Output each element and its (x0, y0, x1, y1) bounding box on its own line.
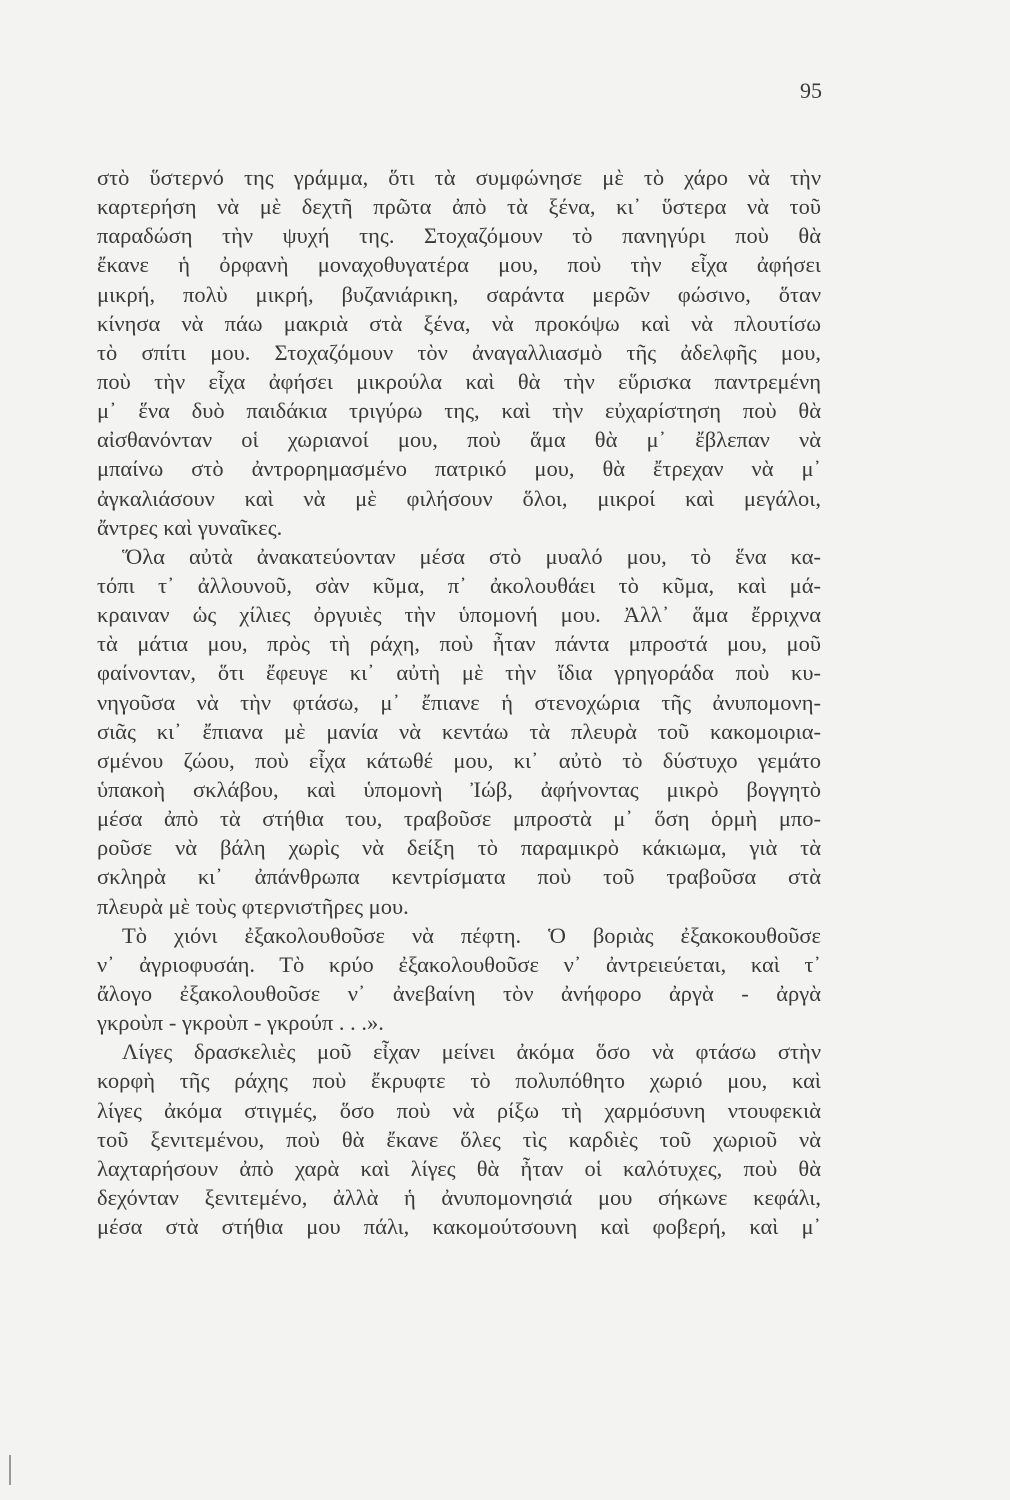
text-line: κίνησα νὰ πάω μακριὰ στὰ ξένα, νὰ προκόψω καὶ νὰ πλουτίσω (97, 310, 821, 336)
text-line: σιᾶς κι᾽ ἔπιανα μὲ μανία νὰ κεντάω τὰ πλευρὰ τοῦ κακομοιρια- (97, 718, 821, 744)
text-line: ἄντρες καὶ γυναῖκες. (97, 514, 283, 540)
page-number: 95 (800, 78, 822, 103)
text-line: ποὺ τὴν εἶχα ἀφήσει μικρούλα καὶ θὰ τὴν εὕρισκα παντρεμένη (97, 368, 821, 394)
text-line: τὸ σπίτι μου. Στοχαζόμουν τὸν ἀναγαλλιασμὸ τῆς ἀδελφῆς μου, (97, 339, 821, 365)
text-line: πλευρὰ μὲ τοὺς φτερνιστῆρες μου. (97, 893, 409, 919)
text-line: Τὸ χιόνι ἐξακολουθοῦσε νὰ πέφτη. Ὁ βοριὰς ἐξακοκουθοῦσε (122, 922, 821, 948)
text-line: κραιναν ὡς χίλιες ὀργυιὲς τὴν ὑπομονή μου. Ἀλλ᾽ ἅμα ἔρριχνα (97, 602, 821, 628)
paragraph (97, 163, 821, 542)
text-line: ν᾽ ἀγριοφυσάη. Τὸ κρύο ἐξακολουθοῦσε ν᾽ ἀντρειεύεται, καὶ τ᾽ (97, 951, 821, 977)
text-line: Ὅλα αὐτὰ ἀνακατεύονταν μέσα στὸ μυαλό μου, τὸ ἕνα κα- (122, 543, 821, 569)
text-line: μέσα στὰ στήθια μου πάλι, κακομούτσουνη καὶ φοβερή, καὶ μ᾽ (97, 1214, 821, 1240)
text-line: σκληρὰ κι᾽ ἀπάνθρωπα κεντρίσματα ποὺ τοῦ τραβοῦσα στὰ (97, 864, 821, 890)
text-line: καρτερήση νὰ μὲ δεχτῆ πρῶτα ἀπὸ τὰ ξένα, κι᾽ ὕστερα νὰ τοῦ (97, 194, 821, 220)
text-line: παραδώση τὴν ψυχή της. Στοχαζόμουν τὸ πανηγύρι ποὺ θὰ (97, 223, 821, 249)
text-line: ἔκανε ἡ ὀρφανὴ μοναχοθυγατέρα μου, ποὺ τὴν εἶχα ἀφήσει (97, 252, 821, 278)
text-line: μπαίνω στὸ ἀντρορημασμένο πατρικό μου, θὰ ἔτρεχαν νὰ μ᾽ (97, 456, 821, 482)
paragraph (97, 542, 821, 921)
text-line: στὸ ὕστερνό της γράμμα, ὅτι τὰ συμφώνησε μὲ τὸ χάρο νὰ τὴν (97, 165, 821, 190)
text-line: σμένου ζώου, ποὺ εἶχα κάτωθέ μου, κι᾽ αὐτὸ τὸ δύστυχο γεμάτο (97, 747, 821, 773)
paragraph (97, 921, 821, 1038)
text-line: ὑπακοὴ σκλάβου, καὶ ὑπομονὴ Ἰώβ, ἀφήνοντας μικρὸ βογγητὸ (97, 776, 821, 802)
text-line: νηγοῦσα νὰ τὴν φτάσω, μ᾽ ἔπιανε ἡ στενοχώρια τῆς ἀνυπομονη- (97, 689, 821, 715)
scan-edge-mark (9, 1455, 11, 1485)
body-text (97, 163, 821, 1241)
text-line: τοῦ ξενιτεμένου, ποὺ θὰ ἔκανε ὅλες τὶς καρδιὲς τοῦ χωριοῦ νὰ (97, 1126, 821, 1152)
text-line: φαίνονταν, ὅτι ἔφευγε κι᾽ αὐτὴ μὲ τὴν ἴδια γρηγοράδα ποὺ κυ- (97, 660, 821, 686)
text-line: μ᾽ ἕνα δυὸ παιδάκια τριγύρω της, καὶ τὴν εὐχαρίστηση ποὺ θὰ (97, 398, 821, 424)
text-line: δεχόνταν ξενιτεμένο, ἀλλὰ ἡ ἀνυπομονησιά μου σήκωνε κεφάλι, (97, 1184, 821, 1210)
paragraph (97, 1037, 821, 1241)
text-line: ἀγκαλιάσουν καὶ νὰ μὲ φιλήσουν ὅλοι, μικροί καὶ μεγάλοι, (97, 485, 821, 511)
text-line: τὰ μάτια μου, πρὸς τὴ ράχη, ποὺ ἦταν πάντα μπροστά μου, μοῦ (97, 631, 821, 657)
text-line: μέσα ἀπὸ τὰ στήθια του, τραβοῦσε μπροστὰ μ᾽ ὅση ὁρμὴ μπο- (97, 806, 821, 832)
text-line: γκροὺπ - γκροὺπ - γκρούπ . . .». (97, 1010, 384, 1036)
text-line: τόπι τ᾽ ἀλλουνοῦ, σὰν κῦμα, π᾽ ἀκολουθάει τὸ κῦμα, καὶ μά- (97, 572, 821, 598)
text-line: ἄλογο ἐξακολουθοῦσε ν᾽ ἀνεβαίνη τὸν ἀνήφορο ἀργὰ - ἀργὰ (97, 980, 821, 1006)
text-line: αἰσθανόνταν οἱ χωριανοί μου, ποὺ ἅμα θὰ μ᾽ ἔβλεπαν νὰ (97, 427, 821, 453)
text-line: ροῦσε νὰ βάλη χωρὶς νὰ δείξη τὸ παραμικρὸ κάκιωμα, γιὰ τὰ (97, 835, 821, 861)
text-line: κορφὴ τῆς ράχης ποὺ ἔκρυφτε τὸ πολυπόθητο χωριό μου, καὶ (97, 1068, 821, 1094)
text-line: λίγες ἀκόμα στιγμές, ὅσο ποὺ νὰ ρίξω τὴ χαρμόσυνη ντουφεκιὰ (97, 1097, 821, 1123)
text-line: μικρή, πολὺ μικρή, βυζανιάρικη, σαράντα μερῶν φώσινο, ὅταν (97, 281, 821, 307)
text-line: Λίγες δρασκελιὲς μοῦ εἶχαν μείνει ἀκόμα ὅσο νὰ φτάσω στὴν (122, 1039, 821, 1065)
text-line: λαχταρήσουν ἀπὸ χαρὰ καὶ λίγες θὰ ἦταν οἱ καλότυχες, ποὺ θὰ (97, 1155, 821, 1181)
